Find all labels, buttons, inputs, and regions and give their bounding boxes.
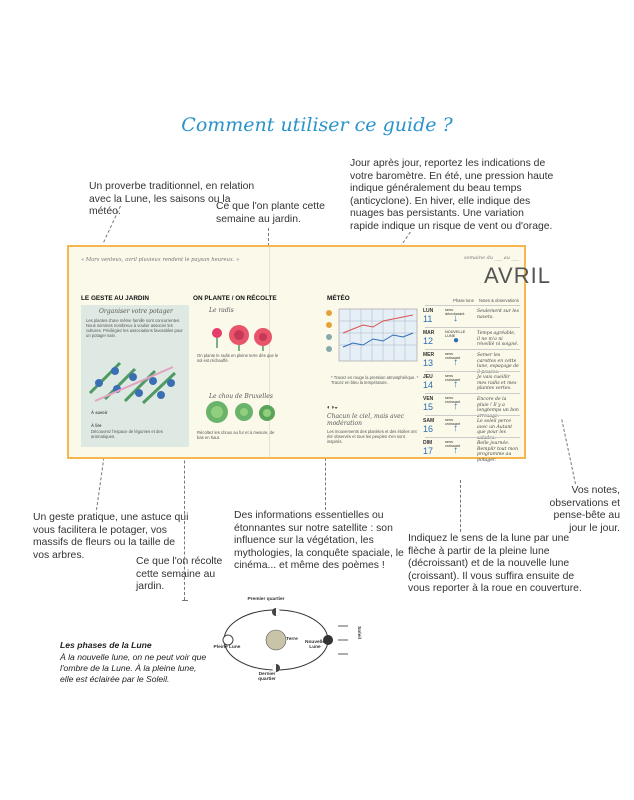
meteo-note: * Tracez en rouge la pression atmosphérique. * Tracez en bleu la température.	[331, 375, 419, 385]
day-note[interactable]: Seulement sur les navets.	[477, 309, 519, 320]
a-lire-label: À lire	[91, 423, 102, 428]
annotation-infos: Des informations essentielles ou étonnantes sur notre satellite : son influence sur la végétation, les mythologies, la conquête spaciale, le cinéma... et même des poèmes !	[234, 510, 404, 572]
moon-phase-label: sens croissant	[445, 352, 461, 360]
geste-header: LE GESTE AU JARDIN	[81, 295, 149, 302]
day-row	[425, 327, 520, 350]
day-name: VEN	[423, 396, 434, 402]
day-row	[423, 437, 520, 463]
month-title: AVRIL	[484, 263, 551, 288]
geste-panel: Organiser votre potager Les plantes d'une même famille sont concurrentes. Nous sommes nombreux à vouloir associer les cultures. Privilégiez les associations favorables pour un potager sain. À savoir À lire Découvrez l'espace de légumes et des aromatiques.	[81, 305, 189, 447]
geste-body: Les plantes d'une même famille sont concurrentes. Nous sommes nombreux à vouloir associer les cultures. Privilégiez les associations favorables pour un potager sain.	[86, 318, 183, 338]
day-number: 13	[423, 358, 434, 368]
moon-phase-label: sens croissant	[445, 374, 461, 382]
label-premier-quartier: Premier quartier	[247, 597, 285, 602]
label-terre: Terre	[286, 637, 298, 642]
day-row	[423, 349, 520, 375]
annotation-sens-lune: Indiquez le sens de la lune par une flèche à partir de la pleine lune (décroissant) et de la nouvelle lune (croissant). Il vous suffira ensuite de vous reporter à la roue en couverture.	[408, 533, 582, 595]
day-note[interactable]: Je vais cueillir mes radis et mes plantes vertes.	[477, 375, 517, 391]
proverb: « Mars venteux, avril pluvieux rendent le paysan heureux. »	[81, 257, 240, 263]
moon-direction-icon: ↑	[453, 357, 458, 368]
moon-direction-icon: ↑	[453, 423, 458, 434]
moon-direction-icon: ↓	[453, 313, 458, 324]
leader-notes	[561, 419, 576, 484]
day-name: DIM	[423, 440, 433, 446]
day-number: 15	[423, 402, 434, 412]
moon-phase-label: sens croissant	[445, 418, 461, 426]
day-note[interactable]: Encore de la pluie ! Il y a longtemps un bon arrosage.	[477, 397, 519, 419]
meteo-header: MÉTÉO	[327, 295, 350, 302]
day-name: SAM	[423, 418, 435, 424]
annotation-geste: Un geste pratique, une astuce qui vous facilitera le potager, vos massifs de fleurs ou la taille de vos arbres.	[33, 512, 189, 561]
guide-spread	[67, 245, 551, 463]
lune-title: Chacun le ciel, mais avec modération	[327, 413, 405, 427]
day-note[interactable]: Le soleil perce avec un Autant que pour les salades.	[477, 419, 513, 441]
recolte-body: Récoltez les choux au fur et à mesure, de bas en haut.	[197, 430, 275, 440]
moon-phase-label: sens décroissant	[445, 308, 465, 316]
label-soleil: Soleil	[355, 626, 361, 639]
phases-text: À la nouvelle lune, on ne peut voir que l'ombre de la Lune. À la pleine lune, elle est éclairée par le Soleil.	[60, 652, 207, 684]
leader-sens-lune	[460, 480, 461, 532]
plante-body: On plante le radis en pleine terre dès que le sol est réchauffé.	[197, 353, 279, 363]
moon-phase-label: sens croissant	[445, 440, 461, 448]
potager-illustration	[85, 353, 185, 405]
day-name: LUN	[423, 308, 434, 314]
day-note[interactable]: Temps agréable, il ne m'a ni réveillé ni soigné.	[477, 331, 519, 347]
lune-body: Les mouvements des planètes et des étoiles ont été observés et tous les peuples s'en sont inspirés.	[327, 429, 417, 444]
day-row	[425, 371, 520, 394]
recolte-item: Le chou de Bruxelles	[209, 393, 273, 400]
day-row	[423, 393, 520, 419]
moon-direction-icon: ↑	[453, 401, 458, 412]
moon-phase-label: NOUVELLE LUNE	[445, 330, 466, 338]
day-name: MAR	[423, 330, 435, 336]
a-savoir-label: À savoir	[91, 410, 108, 415]
geste-subtitle: Organiser votre potager	[99, 308, 173, 315]
moon-direction-icon: ↑	[453, 445, 458, 456]
annotation-barometre: Jour après jour, reportez les indications de votre baromètre. En été, une pression haute indique généralement du beau temps (anticyclone). En hiver, elle indique des nuages bas persistants. Une variation rapide indique un risque de vent ou d'orage.	[350, 158, 554, 232]
annotation-recolte: Ce que l'on récolte cette semaine au jardin.	[136, 556, 223, 593]
moon-direction-icon: ●	[453, 335, 460, 346]
label-dernier-quartier: Dernier quartier	[258, 672, 276, 682]
col-notes-label: Notes & observations	[479, 298, 519, 303]
moon-phase-label: sens croissant	[445, 396, 461, 404]
page-title: Comment utiliser ce guide ?	[181, 114, 453, 136]
leader-recolte-h	[182, 600, 188, 601]
label-pleine-lune: Pleine Lune	[213, 645, 241, 650]
moon-direction-icon: ↑	[453, 379, 458, 390]
moon-icons: ◐◑◒	[327, 405, 338, 411]
day-row	[423, 415, 520, 441]
day-number: 14	[423, 380, 434, 390]
col-phase-label: Phase lune	[453, 298, 474, 303]
week-label: semaine du ___ au ___	[464, 255, 520, 261]
annotation-plante: Ce que l'on plante cette semaine au jardin.	[216, 201, 325, 225]
annotation-notes: Vos notes, observations et pense-bête au jour le jour.	[549, 485, 620, 534]
annotation-proverbe: Un proverbe traditionnel, en relation avec la Lune, les saisons ou la météo.	[89, 181, 255, 218]
barometre-grid	[325, 303, 419, 371]
plante-header: ON PLANTE / ON RÉCOLTE	[193, 295, 277, 302]
phases-title: Les phases de la Lune	[60, 640, 152, 650]
day-number: 12	[423, 336, 434, 346]
day-name: JEU	[423, 374, 433, 380]
day-number: 17	[423, 446, 434, 456]
plante-item: Le radis	[209, 307, 234, 314]
day-number: 11	[423, 314, 433, 324]
radis-illustration	[205, 315, 279, 351]
day-note[interactable]: Semer les carottes en cette lune, espaçage de 3 pouces.	[477, 353, 519, 375]
day-note[interactable]: Belle journée. Remplir tout mon programme au potager.	[477, 441, 519, 463]
label-nouvelle-lune: Nouvelle Lune	[305, 640, 325, 650]
day-row	[425, 305, 520, 328]
day-name: MER	[423, 352, 435, 358]
day-number: 16	[423, 424, 434, 434]
chou-illustration	[199, 397, 279, 427]
